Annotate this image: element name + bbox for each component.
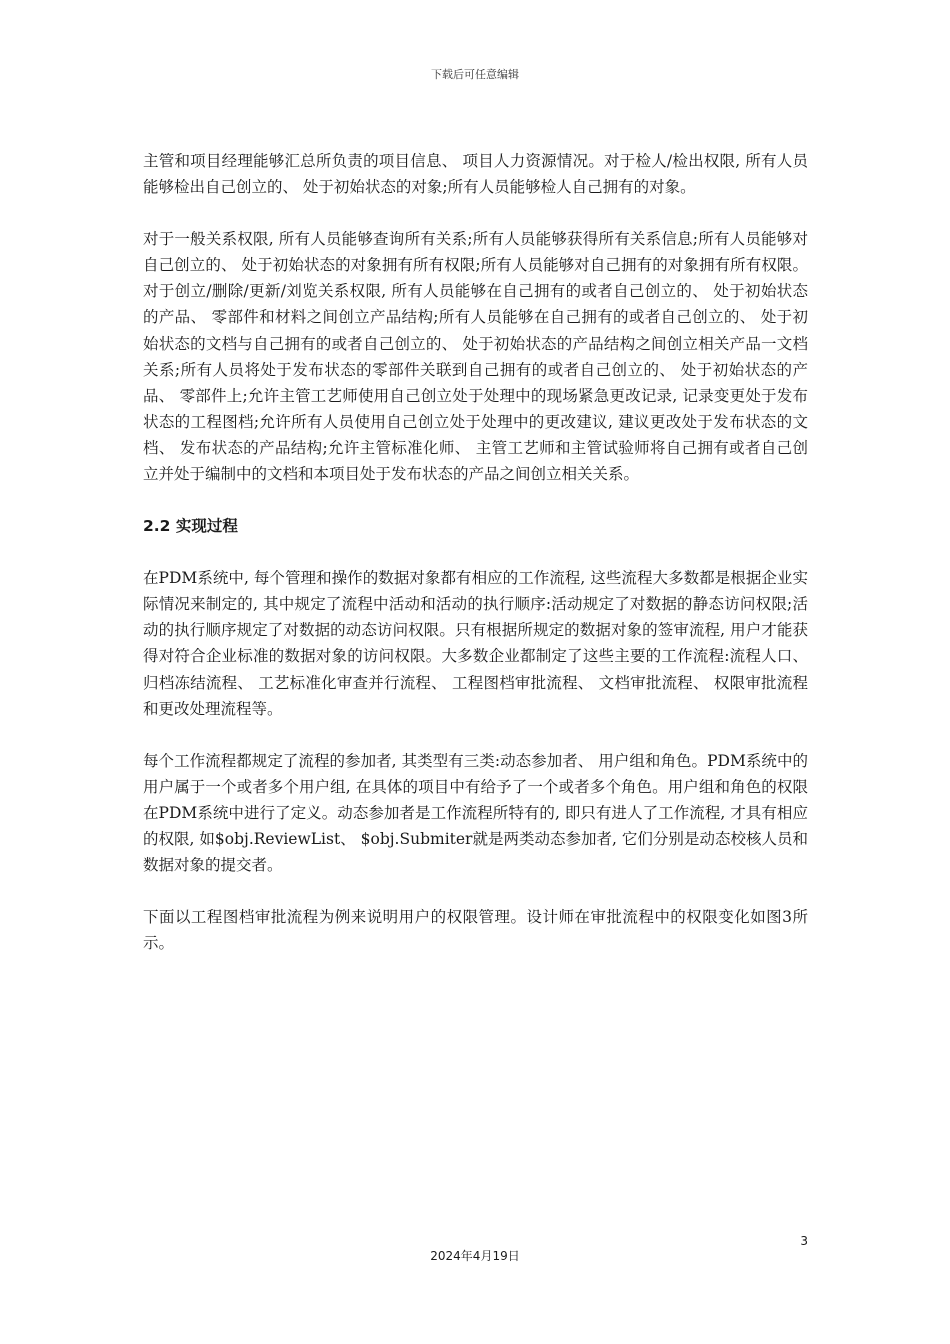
paragraph-workflow-participants: 每个工作流程都规定了流程的参加者, 其类型有三类:动态参加者、 用户组和角色。PDM系统中的用户属于一个或者多个用户组, 在具体的项目中有给予了一个或者多个角色。用户组和角色的权限在PDM系统中进行了定义。动态参加者是工作流程所特有的, 即只有进人了工作流程, 才具有相应的权限, 如$obj.ReviewList、 $obj.Submiter就是两类动态参加者, 它们分别是动态校核人员和数据对象的提交者。	[143, 751, 808, 875]
paragraph-example: 下面以工程图档审批流程为例来说明用户的权限管理。设计师在审批流程中的权限变化如图3所示。	[143, 908, 808, 953]
section-heading: 2.2 实现过程	[143, 517, 238, 536]
page-number: 3	[800, 1234, 808, 1248]
paragraph-access-permissions: 主管和项目经理能够汇总所负责的项目信息、 项目人力资源情况。对于检人/检出权限, 所有人员能够检出自己创立的、 处于初始状态的对象;所有人员能够检人自己拥有的对象。	[143, 152, 808, 197]
page-header: 下载后可任意编辑	[431, 68, 519, 81]
paragraph-workflow-intro: 在PDM系统中, 每个管理和操作的数据对象都有相应的工作流程, 这些流程大多数都是根据企业实际情况来制定的, 其中规定了流程中活动和活动的执行顺序:活动规定了对数据的静态访问权限;活动的执行顺序规定了对数据的动态访问权限。只有根据所规定的数据对象的签审流程, 用户才能获得对符合企业标准的数据对象的访问权限。大多数企业都制定了这些主要的工作流程:流程人口、 归档冻结流程、 工艺标准化审查并行流程、 工程图档审批流程、 文档审批流程、 权限审批流程和更改处理流程等。	[143, 569, 808, 718]
document-body	[143, 148, 808, 982]
paragraph-relation-permissions: 对于一般关系权限, 所有人员能够查询所有关系;所有人员能够获得所有关系信息;所有人员能够对自己创立的、 处于初始状态的对象拥有所有权限;所有人员能够对自己拥有的对象拥有所有权限。对于创立/删除/更新/刘览关系权限, 所有人员能够在自己拥有的或者自己创立的、 处于初始状态的产品、 零部件和材料之间创立产品结构;所有人员能够在自己拥有的或者自己创立的、 处于初始状态的文档与自己拥有的或者自己创立的、 处于初始状态的产品结构之间创立相关产品一文档关系;所有人员将处于发布状态的零部件关联到自己拥有的或者自己创立的、 处于初始状态的产品、 零部件上;允许主管工艺师使用自己创立处于处理中的现场紧急更改记录, 记录变更处于发布状态的工程图档;允许所有人员使用自己创立处于处理中的更改建议, 建议更改处于发布状态的文档、 发布状态的产品结构;允许主管标准化师、 主管工艺师和主管试验师将自己拥有或者自己创立并处于编制中的文档和本项目处于发布状态的产品之间创立相关关系。	[143, 230, 808, 484]
page-footer-date: 2024年4月19日	[430, 1249, 520, 1263]
